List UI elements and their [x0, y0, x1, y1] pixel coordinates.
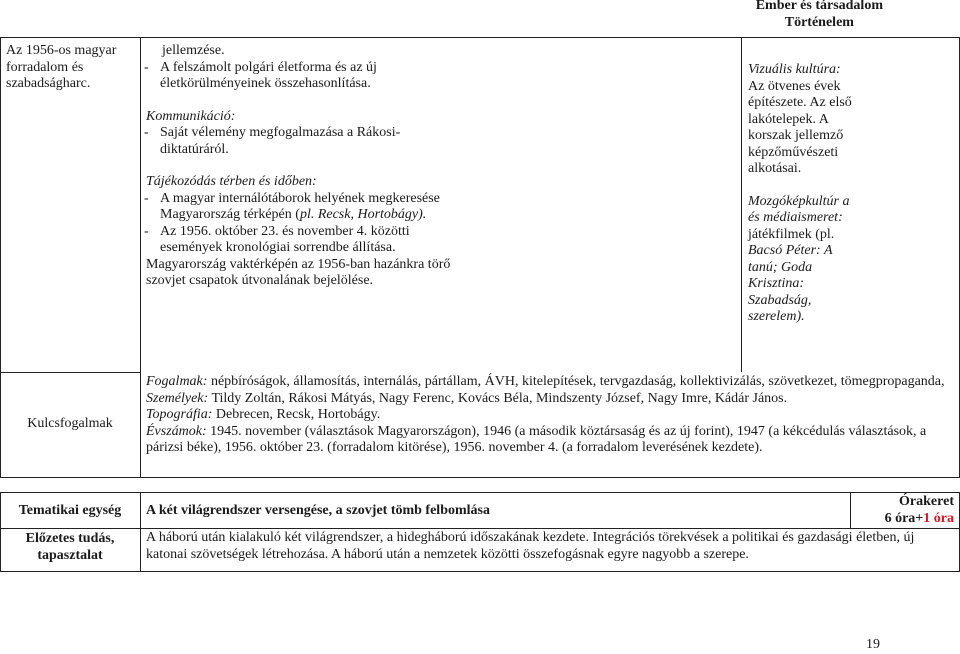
vizualis-title: Vizuális kultúra:	[748, 62, 841, 77]
row-divider-tematikai	[0, 528, 960, 529]
list-item: - A magyar internálótáborok helyének megkeresése Magyarország térképén (pl. Recsk, Hortobágy).	[144, 190, 440, 223]
hours-main: 6 óra+	[884, 510, 924, 526]
fogalmak-text: népbíróságok, államosítás, internálás, pártállam, ÁVH, kitelepítések, tervgazdaság, kollektivizálás, szövetkezet, tömegpropaganda,	[210, 374, 945, 389]
row-divider-kulcs	[0, 477, 960, 478]
section-title-tajekozodas: Tájékozódás térben és időben:	[146, 174, 317, 190]
row-divider-left	[0, 372, 140, 373]
hours-extra: 1 óra	[923, 510, 954, 526]
list-item-example: pl. Recsk, Hortobágy).	[299, 207, 427, 223]
list-item-text: A magyar internálótáborok helyének megkeresése Magyarország térképén (	[160, 190, 440, 223]
vizualis-text: építészete. Az első lakótelepek. A korszak jellemző képzőművészeti alkotásai.	[748, 95, 852, 177]
orakeret-label: Órakeret	[899, 494, 954, 509]
key-concepts-content	[146, 374, 954, 457]
table-bottom-rule	[0, 571, 960, 572]
tematikai-label: Tematikai egység	[18, 503, 122, 518]
page-number: 19	[866, 637, 880, 652]
table-left-border	[0, 37, 1, 477]
development-content	[146, 43, 486, 290]
evszamok-text: 1945. november (választások Magyarországon), 1946 (a második köztársaság és az új forint), 1947 (a kékcédulás választások, a párizsi béke), 1956. október 23. (forradalom kitörése), 1956. november 4. (a forradalom leverésének kezdete).	[146, 423, 927, 456]
mozgo-text: játékfilmek (pl.	[748, 226, 835, 242]
tematikai-title: A két világrendszer versengése, a szovjet tömb felbomlása	[146, 503, 490, 518]
elozetes-label: Előzetes tudás, tapasztalat	[25, 531, 115, 563]
mozgo-films: Bacsó Péter: A tanú; Goda Krisztina: Szabadság, szerelem).	[748, 243, 833, 325]
szemelyek-title: Személyek:	[146, 390, 209, 406]
list-item-text: Saját vélemény megfogalmazása a Rákosi-diktatúráról.	[160, 125, 401, 157]
topic-label: Az 1956-os magyar forradalom és szabadságharc.	[6, 43, 117, 92]
evszamok-title: Évszámok:	[146, 423, 207, 439]
fogalmak-title: Fogalmak:	[146, 374, 208, 389]
elozetes-text: A háború után kialakuló két világrendszer, a hidegháború időszakának kezdete. Integrációs törekvések a politikai és gazdasági életben, új katonai szövetségek létrehozása. A háború után a nemzetek közötti összefogásnak egyre nagyobb a szerepe.	[146, 530, 915, 562]
hours-cell-border	[850, 492, 851, 528]
row-divider-gap	[0, 492, 960, 493]
hours-cell	[852, 494, 954, 527]
intro-text: jellemzése.	[162, 43, 225, 58]
list-item-text: A felszámolt polgári életforma és az új életkörülményeinek összehasonlítása.	[160, 59, 377, 92]
header-line-2: Történelem	[784, 14, 854, 30]
szemelyek-text: Tildy Zoltán, Rákosi Mátyás, Nagy Ferenc, Kovács Béla, Mindszenty József, Nagy Imre, Kádár János.	[211, 390, 788, 406]
topografia-title: Topográfia:	[146, 407, 213, 423]
header-line-1: Ember és társadalom	[755, 0, 883, 13]
kulcsfogalmak-label: Kulcsfogalmak	[27, 416, 113, 431]
page-header	[756, 0, 883, 32]
list-item-text: Az 1956. október 23. és november 4. közötti események kronológiai sorrendbe állítása.	[160, 223, 410, 256]
right-column-border	[741, 37, 742, 372]
label-column-border	[140, 37, 141, 477]
list-item: - A felszámolt polgári életforma és az új életkörülményeinek összehasonlítása.	[146, 60, 486, 93]
connections-column	[748, 62, 856, 326]
list-item: - Az 1956. október 23. és november 4. közötti események kronológiai sorrendbe állítása.	[146, 224, 486, 257]
topografia-text: Debrecen, Recsk, Hortobágy.	[215, 407, 381, 423]
table2-label-border	[140, 492, 141, 571]
section-title-kommunikacio: Kommunikáció:	[146, 108, 236, 124]
list-item: - Saját vélemény megfogalmazása a Rákosi-diktatúráról.	[146, 125, 486, 158]
map-task-text: Magyarország vaktérképén az 1956-ban hazánkra törő szovjet csapatok útvonalának bejelölése.	[146, 256, 451, 289]
table-top-rule	[0, 37, 960, 38]
mozgo-title: Mozgóképkultúr a és médiaismeret:	[748, 193, 850, 226]
vizualis-subtitle: Az ötvenes évek	[748, 78, 841, 94]
